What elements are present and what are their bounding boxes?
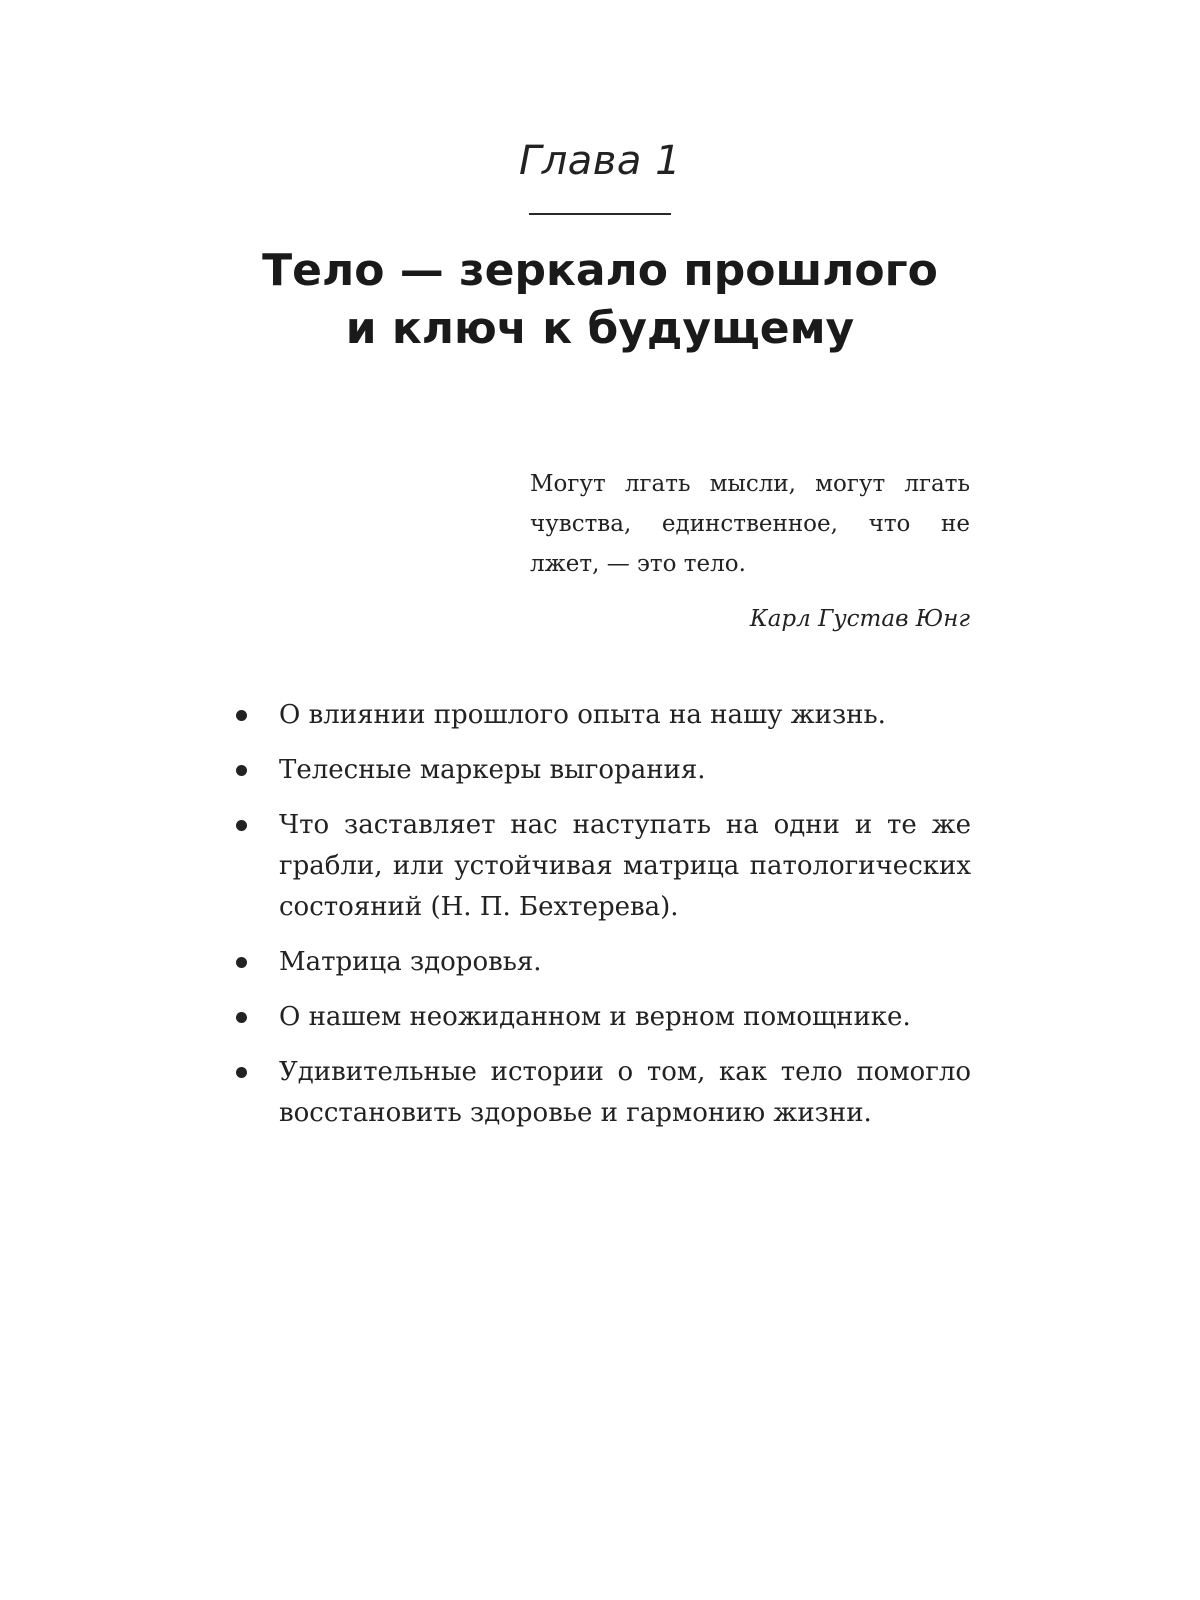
chapter-divider [529,213,671,215]
chapter-label: Глава 1 [518,138,682,184]
list-item [236,997,971,1038]
chapter-title [0,242,1200,358]
bullet-icon [236,765,247,776]
list-item [236,695,971,736]
bullet-icon [236,957,247,968]
list-item-text: О нашем неожиданном и верном помощнике. [279,1002,911,1032]
list-item [236,1052,971,1134]
list-item [236,942,971,983]
list-item-text: Что заставляет нас наступать на одни и те же грабли, или устойчивая матрица патологических состояний (Н. П. Бехтерева). [279,810,971,922]
chapter-topics-list [236,695,971,1148]
bullet-icon [236,710,247,721]
epigraph-quote: Могут лгать мысли, могут лгать чувства, единственное, что не лжет, — это тело. [530,471,970,577]
epigraph [530,464,970,632]
list-item-text: Удивительные истории о том, как тело помогло восстановить здоровье и гармонию жизни. [279,1057,971,1128]
list-item-text: Матрица здоровья. [279,947,542,977]
epigraph-author: Карл Густав Юнг [749,606,970,632]
list-item [236,805,971,928]
chapter-title-line-1: Тело — зеркало прошлого [262,245,938,296]
bullet-icon [236,820,247,831]
chapter-title-line-2: и ключ к будущему [345,303,855,354]
list-item-text: Телесные маркеры выгорания. [279,755,706,785]
bullet-icon [236,1012,247,1023]
list-item [236,750,971,791]
list-item-text: О влиянии прошлого опыта на нашу жизнь. [279,700,886,730]
bullet-icon [236,1067,247,1078]
